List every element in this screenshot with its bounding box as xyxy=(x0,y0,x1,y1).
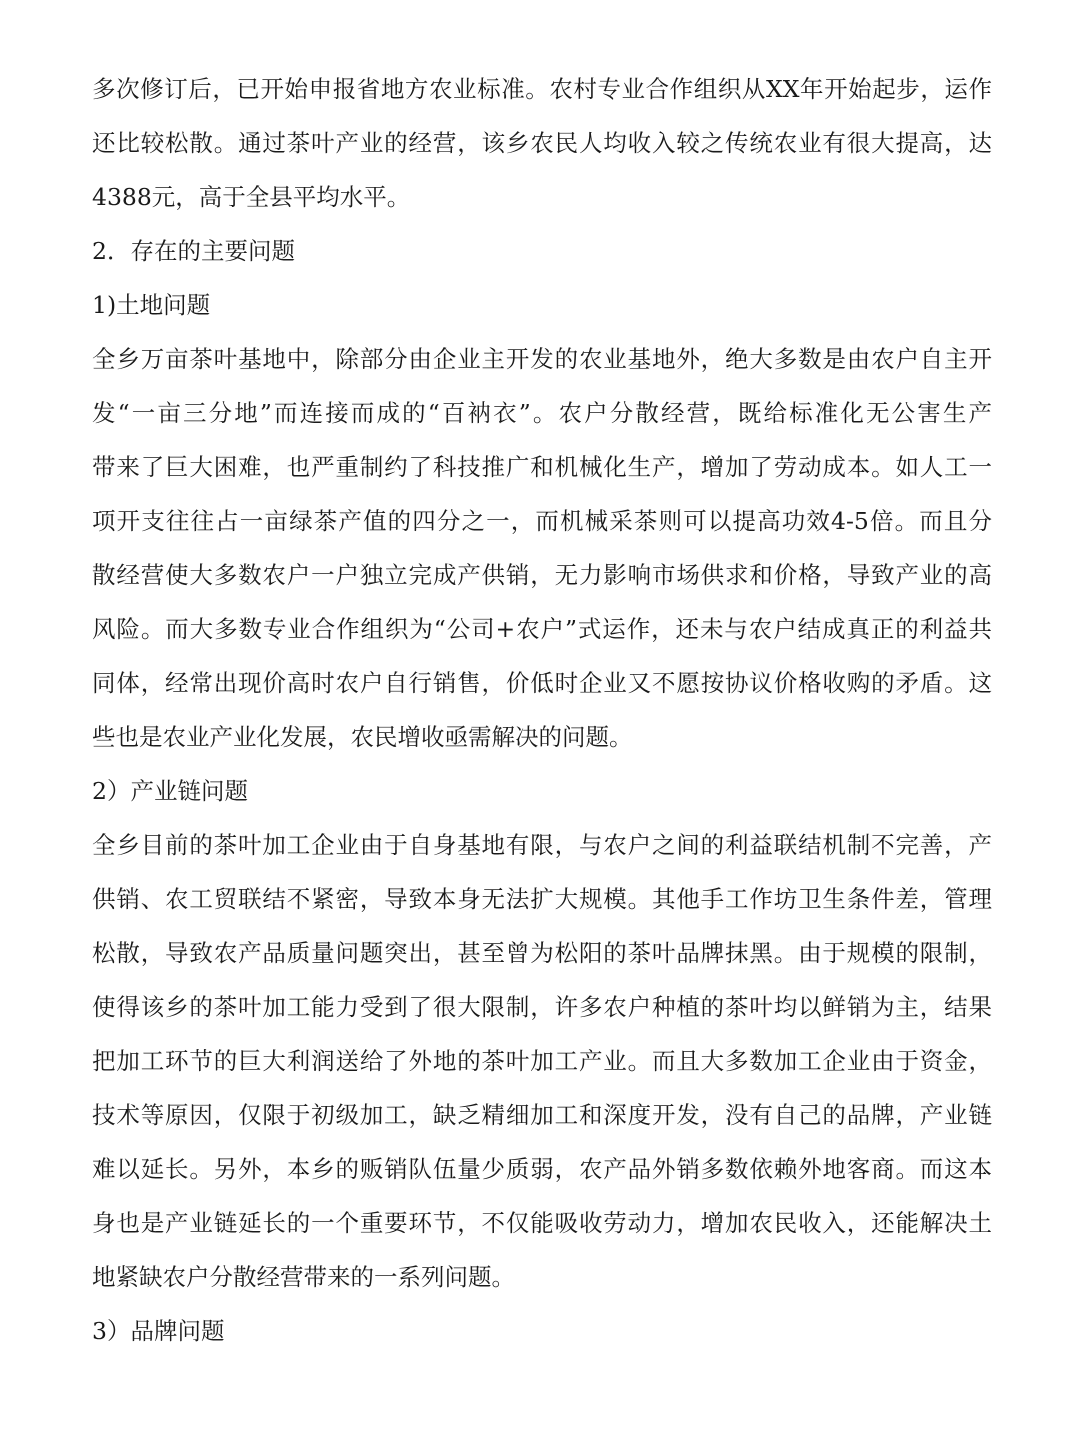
text-line: 难以延长。另外，本乡的贩销队伍量少质弱，农产品外销多数依赖外地客商。而这本 xyxy=(92,1155,992,1183)
text-line: 4388元，高于全县平均水平。 xyxy=(92,183,411,211)
text-line: 多次修订后，已开始申报省地方农业标准。农村专业合作组织从XX年开始起步，运作 xyxy=(92,75,992,103)
text-line: 把加工环节的巨大利润送给了外地的茶叶加工产业。而且大多数加工企业由于资金， xyxy=(92,1047,992,1075)
text-line: 发“一亩三分地”而连接而成的“百衲衣”。农户分散经营，既给标准化无公害生产 xyxy=(92,399,992,427)
subsection-heading: 3）品牌问题 xyxy=(92,1317,225,1345)
subsection-heading: 2）产业链问题 xyxy=(92,777,248,805)
text-line: 带来了巨大困难，也严重制约了科技推广和机械化生产，增加了劳动成本。如人工一 xyxy=(92,453,992,481)
text-line: 全乡目前的茶叶加工企业由于自身基地有限，与农户之间的利益联结机制不完善，产 xyxy=(92,831,992,859)
text-line: 身也是产业链延长的一个重要环节，不仅能吸收劳动力，增加农民收入，还能解决土 xyxy=(92,1209,992,1237)
text-line: 散经营使大多数农户一户独立完成产供销，无力影响市场供求和价格，导致产业的高 xyxy=(92,561,992,589)
text-line: 同体，经常出现价高时农户自行销售，价低时企业又不愿按协议价格收购的矛盾。这 xyxy=(92,669,992,697)
section-heading: 2．存在的主要问题 xyxy=(92,237,295,265)
text-line: 风险。而大多数专业合作组织为“公司+农户”式运作，还未与农户结成真正的利益共 xyxy=(92,615,992,643)
text-line: 全乡万亩茶叶基地中，除部分由企业主开发的农业基地外，绝大多数是由农户自主开 xyxy=(92,345,992,373)
text-line: 供销、农工贸联结不紧密，导致本身无法扩大规模。其他手工作坊卫生条件差，管理 xyxy=(92,885,992,913)
text-line: 技术等原因，仅限于初级加工，缺乏精细加工和深度开发，没有自己的品牌，产业链 xyxy=(92,1101,992,1129)
text-line: 使得该乡的茶叶加工能力受到了很大限制，许多农户种植的茶叶均以鲜销为主，结果 xyxy=(92,993,992,1021)
text-line: 项开支往往占一亩绿茶产值的四分之一，而机械采茶则可以提高功效4-5倍。而且分 xyxy=(92,507,992,535)
text-line: 松散，导致农产品质量问题突出，甚至曾为松阳的茶叶品牌抹黑。由于规模的限制， xyxy=(92,939,992,967)
text-line: 些也是农业产业化发展，农民增收亟需解决的问题。 xyxy=(92,723,633,751)
subsection-heading: 1)土地问题 xyxy=(92,291,211,319)
document-page xyxy=(92,62,992,1358)
text-line: 还比较松散。通过茶叶产业的经营，该乡农民人均收入较之传统农业有很大提高，达 xyxy=(92,129,992,157)
text-line: 地紧缺农户分散经营带来的一系列问题。 xyxy=(92,1263,515,1291)
